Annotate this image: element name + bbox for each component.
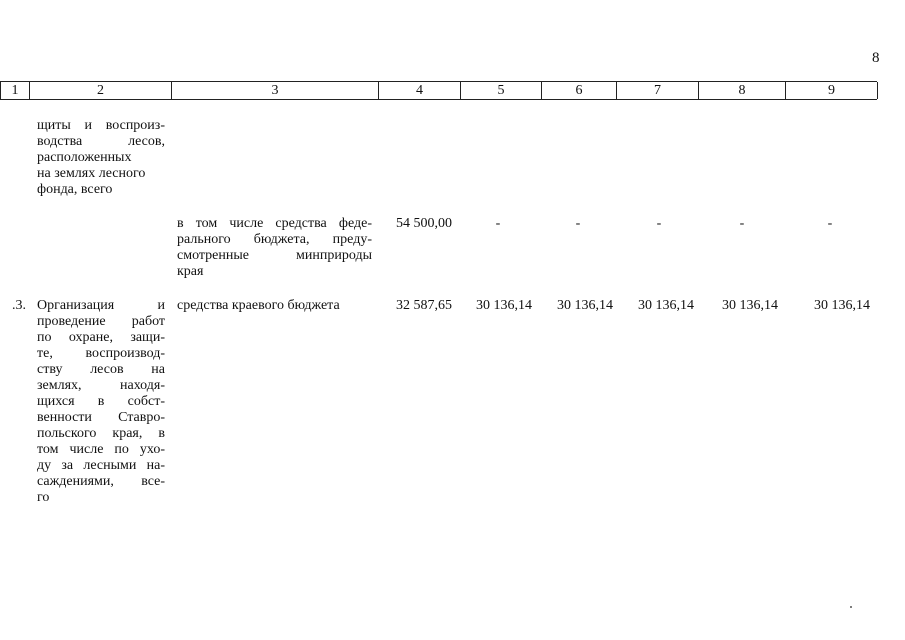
page-number: 8 — [872, 50, 880, 66]
row-2-funding-line: в том числе средства феде- — [177, 216, 372, 231]
row-1-description — [37, 118, 165, 198]
row-3-value-col-4: 32 587,65 — [396, 298, 452, 313]
row-3-description-line: Организация и — [37, 298, 165, 313]
row-2-funding-line: смотренные минприроды — [177, 248, 372, 263]
header-col-8: 8 — [698, 82, 785, 99]
table-header-row — [0, 81, 877, 100]
row-1-description-line: водства лесов, — [37, 134, 165, 149]
row-3-value-col-7: 30 136,14 — [638, 298, 694, 313]
row-2-funding-line: рального бюджета, преду- — [177, 232, 372, 247]
header-col-4: 4 — [378, 82, 460, 99]
row-1-description-line: расположенных — [37, 150, 132, 165]
row-3-description-line: проведение работ — [37, 314, 165, 329]
row-1-description-line: фонда, всего — [37, 182, 113, 197]
row-2-value-col-8: - — [739, 216, 745, 231]
header-col-7: 7 — [616, 82, 698, 99]
scan-speck — [850, 606, 852, 608]
row-3-description-line: том числе по ухо- — [37, 442, 165, 457]
row-3-description-line: польского края, в — [37, 426, 165, 441]
row-1-description-line: на землях лесного — [37, 166, 146, 181]
row-3-item-number: .3. — [12, 298, 26, 313]
row-2-value-col-7: - — [656, 216, 662, 231]
row-3-description — [37, 298, 165, 506]
row-3-description-line: по охране, защи- — [37, 330, 165, 345]
row-3-description-line: саждениями, все- — [37, 474, 165, 489]
row-3-description-line: ду за лесными на- — [37, 458, 165, 473]
row-3-description-line: го — [37, 490, 50, 505]
header-col-9: 9 — [785, 82, 878, 99]
row-3-value-col-9: 30 136,14 — [814, 298, 870, 313]
header-col-2: 2 — [29, 82, 171, 99]
row-2-value-col-5: - — [495, 216, 501, 231]
row-3-value-col-8: 30 136,14 — [722, 298, 778, 313]
row-3-value-col-5: 30 136,14 — [476, 298, 532, 313]
row-3-description-line: ству лесов на — [37, 362, 165, 377]
header-col-5: 5 — [460, 82, 541, 99]
row-2-value-col-6: - — [575, 216, 581, 231]
row-3-description-line: венности Ставро- — [37, 410, 165, 425]
row-3-funding-source: средства краевого бюджета — [177, 298, 340, 313]
row-1-description-line: щиты и воспроиз- — [37, 118, 165, 133]
row-3-description-line: землях, находя- — [37, 378, 165, 393]
row-3-description-line: те, воспроизвод- — [37, 346, 165, 361]
row-2-value-col-4: 54 500,00 — [396, 216, 452, 231]
row-2-funding-source — [177, 216, 372, 280]
row-3-value-col-6: 30 136,14 — [557, 298, 613, 313]
header-col-6: 6 — [541, 82, 616, 99]
row-2-funding-line: края — [177, 264, 204, 279]
row-3-description-line: щихся в собст- — [37, 394, 165, 409]
header-col-1: 1 — [0, 82, 29, 99]
row-2-value-col-9: - — [827, 216, 833, 231]
header-col-3: 3 — [171, 82, 378, 99]
